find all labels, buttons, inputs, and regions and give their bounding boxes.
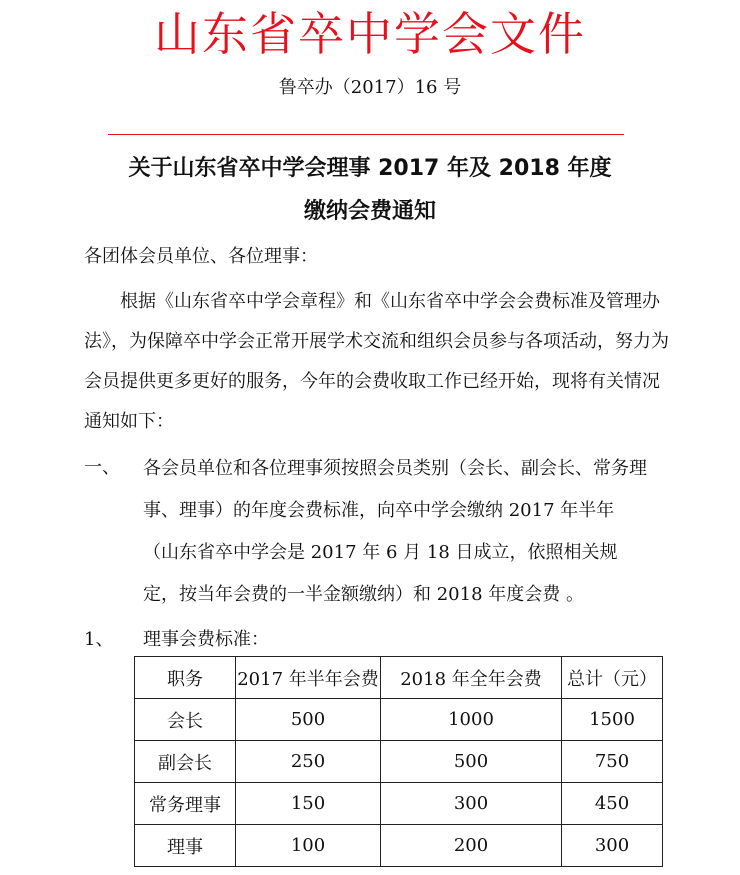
table-header-cell: 总计（元） — [562, 657, 663, 699]
table-cell: 250 — [236, 741, 381, 783]
document-number: 鲁卒办（2017）16 号 — [278, 77, 462, 98]
body-paragraph: 根据《山东省卒中学会章程》和《山东省卒中学会会费标准及管理办法》，为保障卒中学会正常开展学术交流和组织会员参与各项活动，努力为会员提供更多更好的服务，今年的会费收取工作已经开始，现将有关情况通知如下： — [84, 291, 669, 432]
salutation: 各团体会员单位、各位理事： — [84, 246, 318, 267]
table-cell: 常务理事 — [135, 783, 236, 825]
table-header-cell: 2017 年半年会费 — [236, 657, 381, 699]
item-1-text: 各会员单位和各位理事须按照会员类别（会长、副会长、常务理事、理事）的年度会费标准，向卒中学会缴纳 2017 年半年（山东省卒中学会是 2017 年 6 月 18 日成立，依照相关规定，按当年会费的一半金额缴纳）和 2018 年度会费 。 — [143, 458, 647, 605]
table-cell: 300 — [381, 783, 562, 825]
fee-table — [134, 656, 663, 867]
notice-title-line-1: 关于山东省卒中学会理事 2017 年及 2018 年度 — [128, 156, 612, 181]
table-row — [135, 825, 663, 867]
table-cell: 500 — [236, 699, 381, 741]
table-cell: 会长 — [135, 699, 236, 741]
table-cell: 150 — [236, 783, 381, 825]
table-header-row — [135, 657, 663, 699]
table-cell: 300 — [562, 825, 663, 867]
table-header-cell: 职务 — [135, 657, 236, 699]
item-1-number: 一、 — [84, 457, 120, 478]
table-cell: 1000 — [381, 699, 562, 741]
header-divider — [108, 134, 624, 135]
table-cell: 100 — [236, 825, 381, 867]
document-header-title: 山东省卒中学会文件 — [154, 7, 586, 61]
subitem-1-text: 理事会费标准： — [143, 629, 269, 650]
table-cell: 750 — [562, 741, 663, 783]
subitem-1-number: 1、 — [84, 629, 114, 650]
table-row — [135, 783, 663, 825]
table-cell: 1500 — [562, 699, 663, 741]
table-header-cell: 2018 年全年会费 — [381, 657, 562, 699]
table-row — [135, 741, 663, 783]
table-row — [135, 699, 663, 741]
table-cell: 副会长 — [135, 741, 236, 783]
table-cell: 500 — [381, 741, 562, 783]
notice-title-line-2: 缴纳会费通知 — [303, 199, 436, 224]
table-cell: 200 — [381, 825, 562, 867]
table-cell: 理事 — [135, 825, 236, 867]
table-cell: 450 — [562, 783, 663, 825]
